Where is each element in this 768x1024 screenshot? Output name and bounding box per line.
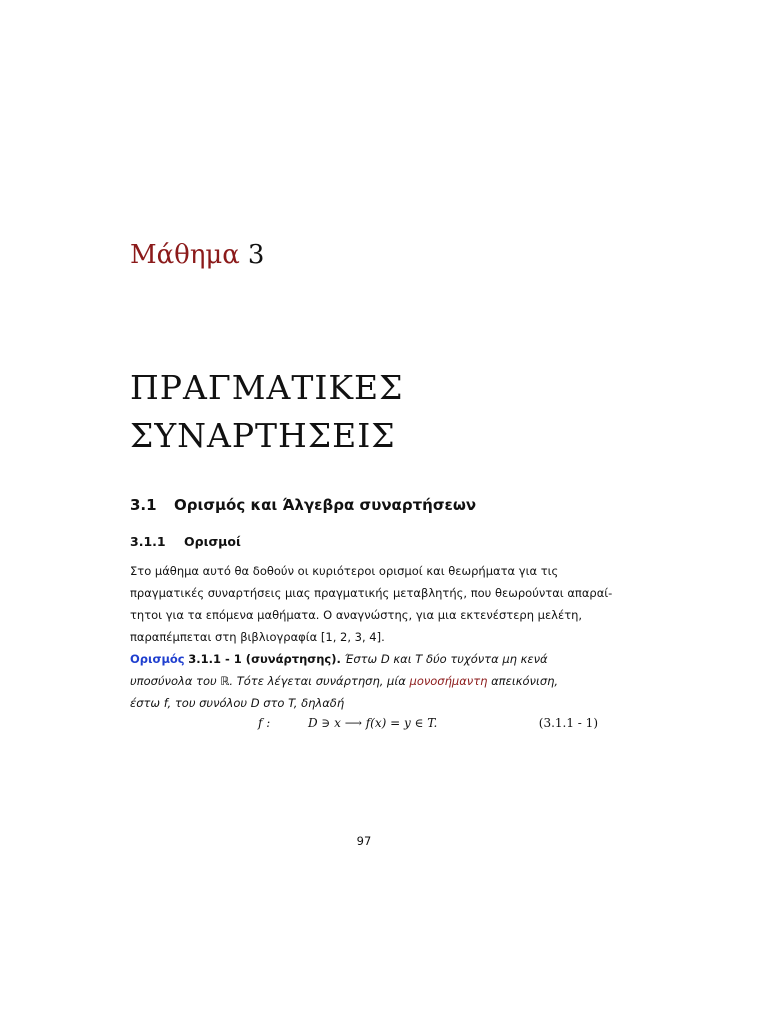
paragraph-line: πραγματικές συναρτήσεις μιας πραγματικής μεταβλητής, που θεωρούνται απαραί- [130,586,613,600]
equation [258,716,598,730]
paragraph-line: παραπέμπεται στη βιβλιογραφία [1, 2, 3, 4]. [130,630,385,644]
definition-block [130,648,598,714]
paragraph-line: τητοι για τα επόμενα μαθήματα. Ο αναγνώστης, για μια εκτενέστερη μελέτη, [130,608,583,622]
subsection-title: Ορισμοί [184,534,241,549]
definition-line-1 [130,648,598,670]
definition-head: 3.1.1 - 1 (συνάρτησης). [188,652,341,666]
definition-line-3: έστω f, του συνόλου D στο T, δηλαδή [130,696,345,710]
definition-highlight: μονοσήμαντη [409,674,488,688]
equation-number: (3.1.1 - 1) [538,716,598,730]
subsection-number: 3.1.1 [130,534,166,549]
definition-line-2 [130,670,598,692]
page-number: 97 [356,834,372,848]
subsection-heading [130,534,241,549]
definition-line-2-after: απεικόνιση, [491,674,559,688]
equation-lhs: f : [258,716,271,730]
intro-paragraph [130,560,613,648]
chapter-number: 3 [247,240,265,270]
definition-body: Έστω D και T δύο τυχόντα μη κενά [344,652,548,666]
definition-line-2-before: υποσύνολα του ℝ. Τότε λέγεται συνάρτηση, μία [130,674,406,688]
section-number: 3.1 [130,496,157,514]
paragraph-line: Στο μάθημα αυτό θα δοθούν οι κυριότεροι ορισμοί και θεωρήματα για τις [130,564,559,578]
definition-word: Ορισμός [130,652,185,666]
section-heading [130,496,476,514]
chapter-word: Μάθημα [130,240,240,270]
chapter-title-line-2: ΣΥΝΑΡΤΗΣΕΙΣ [130,416,396,455]
equation-body: D ∋ x ⟶ f(x) = y ∈ T. [308,716,438,730]
chapter-title-line-1: ΠΡΑΓΜΑΤΙΚΕΣ [130,368,404,407]
chapter-label [130,240,264,270]
section-title: Ορισμός και Άλγεβρα συναρτήσεων [174,496,477,514]
chapter-title [130,364,403,460]
